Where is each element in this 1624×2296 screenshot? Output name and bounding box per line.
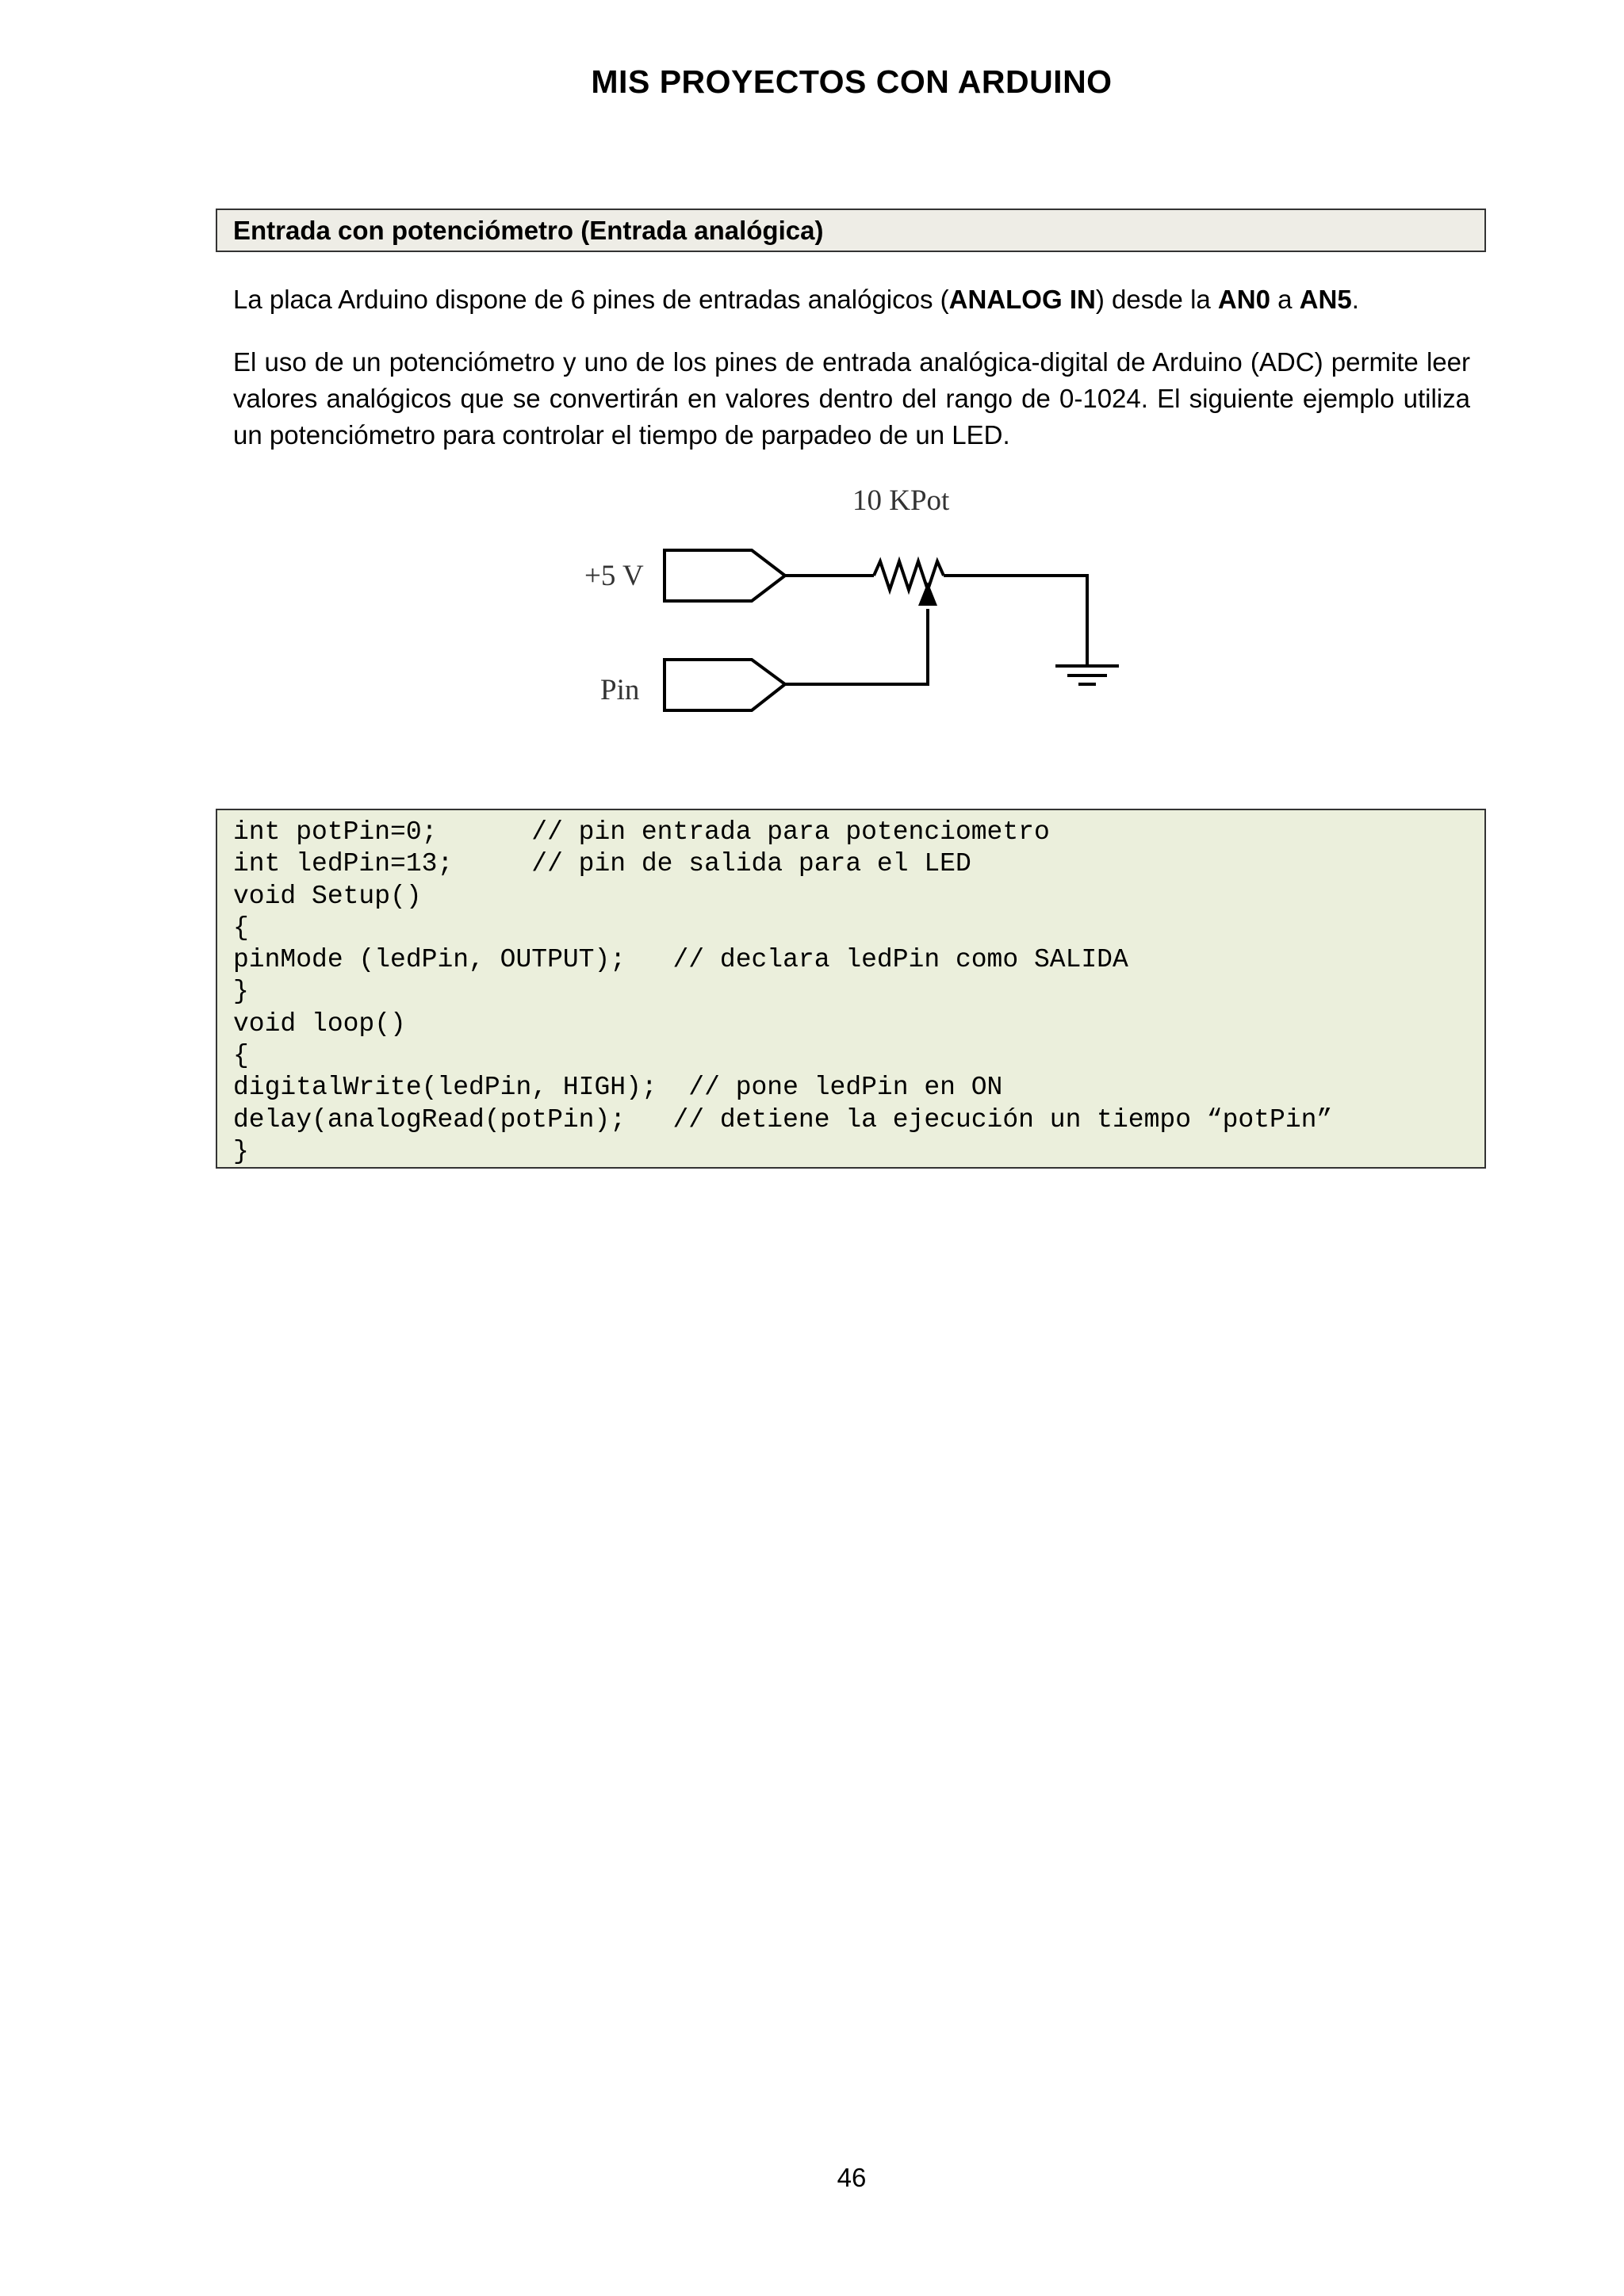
code-line: delay(analogRead(potPin); // detiene la ejecución un tiempo “potPin” bbox=[233, 1104, 1333, 1135]
description-paragraph: El uso de un potenciómetro y uno de los pines de entrada analógica-digital de Arduino (ADC) permite leer valores analógicos que se convertirán en valores dentro del rango de 0-1024. El siguiente ejemplo utiliza un potenciómetro para controlar el tiempo de parpadeo de un LED. bbox=[233, 347, 1470, 450]
ground-wire bbox=[944, 576, 1087, 666]
code-line: pinMode (ledPin, OUTPUT); // declara ledPin como SALIDA bbox=[233, 945, 1128, 975]
code-line: digitalWrite(ledPin, HIGH); // pone ledPin en ON bbox=[233, 1073, 1003, 1103]
section-title bbox=[216, 209, 1486, 252]
resistor-zigzag bbox=[874, 561, 944, 590]
pot-label: 10 KPot bbox=[852, 484, 950, 517]
intro-text-c: a bbox=[1270, 285, 1300, 314]
code-line: } bbox=[233, 1136, 249, 1166]
code-line: int ledPin=13; // pin de salida para el LED bbox=[233, 849, 971, 879]
pin-label: Pin bbox=[600, 674, 640, 706]
code-line: void Setup() bbox=[233, 881, 422, 911]
wiper-wire bbox=[785, 609, 928, 684]
intro-bold-analog-in: ANALOG IN bbox=[948, 285, 1096, 314]
supply-label: +5 V bbox=[584, 560, 644, 592]
page-header-title: MIS PROYECTOS CON ARDUINO bbox=[591, 63, 1113, 100]
intro-paragraph bbox=[233, 281, 1470, 318]
code-line: { bbox=[233, 913, 249, 943]
intro-bold-an0: AN0 bbox=[1217, 285, 1270, 314]
code-block bbox=[216, 809, 1486, 1169]
potentiometer-schematic bbox=[571, 476, 1142, 737]
intro-text-a: La placa Arduino dispone de 6 pines de entradas analógicos ( bbox=[233, 285, 949, 314]
intro-text-d: . bbox=[1351, 285, 1359, 314]
code-line: } bbox=[233, 977, 249, 1007]
section-title-text: Entrada con potenciómetro (Entrada analógica) bbox=[233, 215, 824, 245]
supply-connector bbox=[665, 550, 785, 601]
intro-text-b: ) desde la bbox=[1095, 285, 1218, 314]
intro-bold-an5: AN5 bbox=[1299, 285, 1352, 314]
wiper-arrow-icon bbox=[918, 582, 937, 606]
page-number: 46 bbox=[837, 2163, 867, 2192]
code-line: void loop() bbox=[233, 1008, 406, 1039]
pin-connector bbox=[665, 660, 785, 710]
code-line: int potPin=0; // pin entrada para potenciometro bbox=[233, 817, 1050, 847]
code-line: { bbox=[233, 1041, 249, 1071]
